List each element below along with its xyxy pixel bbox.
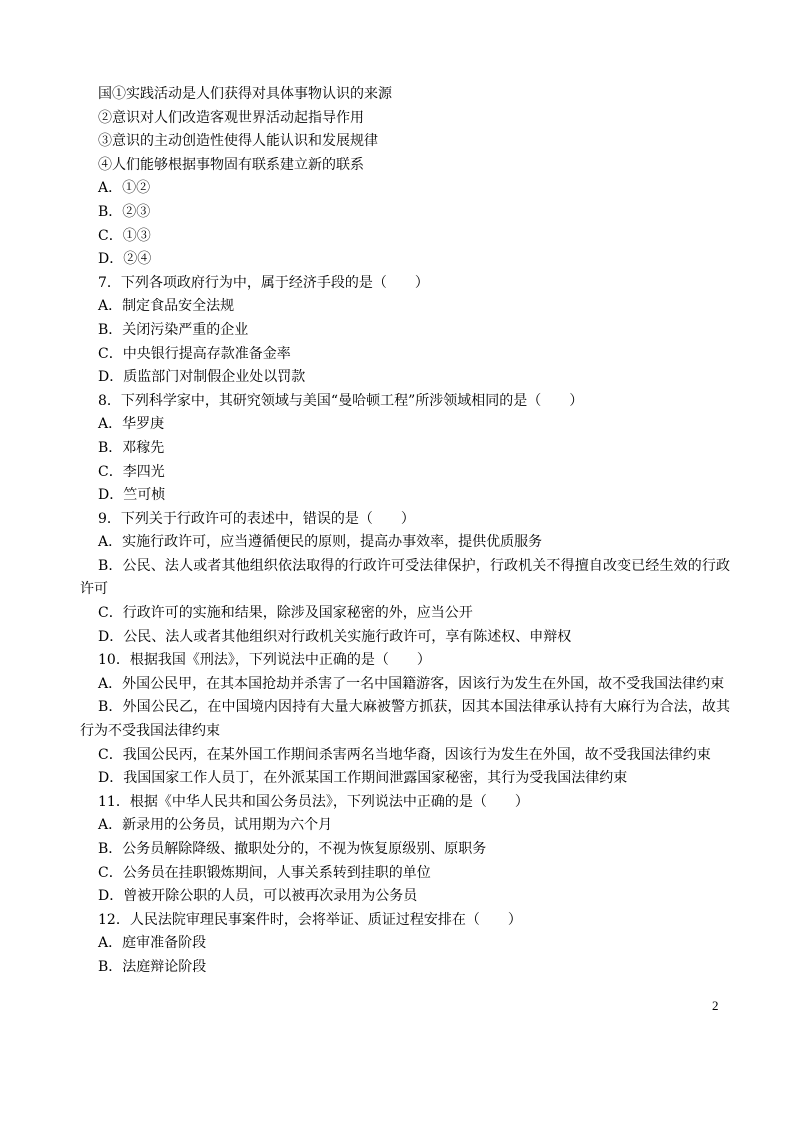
question-7: 7．下列各项政府行为中，属于经济手段的是（ ）	[98, 274, 429, 291]
q10-option-d: D．我国国家工作人员丁，在外派某国工作期间泄露国家秘密，其行为受我国法律约束	[98, 770, 628, 787]
statement-3: ③意识的主动创造性使得人能认识和发展规律	[98, 133, 378, 150]
q10-option-c: C．我国公民丙，在某外国工作期间杀害两名当地华裔，因该行为发生在外国，故不受我国法律约束	[98, 746, 711, 763]
q8-option-c: C．李四光	[98, 463, 165, 480]
q11-option-d: D．曾被开除公职的人员，可以被再次录用为公务员	[98, 888, 418, 905]
q8-option-b: B．邓稼先	[98, 439, 165, 456]
statement-1: 国①实践活动是人们获得对具体事物认识的来源	[98, 86, 392, 102]
q11-option-c: C．公务员在挂职锻炼期间，人事关系转到挂职的单位	[98, 864, 431, 881]
q12-option-b: B．法庭辩论阶段	[98, 958, 207, 975]
q9-option-a: A．实施行政许可，应当遵循便民的原则，提高办事效率，提供优质服务	[98, 534, 543, 551]
question-11: 11．根据《中华人民共和国公务员法》，下列说法中正确的是（ ）	[98, 793, 529, 810]
q11-option-a: A．新录用的公务员，试用期为六个月	[98, 817, 333, 834]
q9-option-d: D．公民、法人或者其他组织对行政机关实施行政许可，享有陈述权、申辩权	[98, 628, 572, 645]
question-10: 10．根据我国《刑法》，下列说法中正确的是（ ）	[98, 652, 431, 669]
page-number: 2	[712, 998, 719, 1013]
q9-option-b: B．公民、法人或者其他组织依法取得的行政许可受法律保护，行政机关不得擅自改变已经生效的行政许可	[80, 557, 730, 598]
q6-option-d: D．②④	[98, 251, 152, 268]
q8-option-a: A．华罗庚	[98, 416, 165, 433]
question-9: 9．下列关于行政许可的表述中，错误的是（ ）	[98, 510, 415, 527]
q9-option-c: C．行政许可的实施和结果，除涉及国家秘密的外，应当公开	[98, 605, 473, 622]
question-12: 12．人民法院审理民事案件时，会将举证、质证过程安排在（ ）	[98, 911, 522, 928]
statement-4: ④人们能够根据事物固有联系建立新的联系	[98, 156, 364, 173]
q8-option-d: D．竺可桢	[98, 487, 166, 504]
statement-2: ②意识对人们改造客观世界活动起指导作用	[98, 109, 364, 126]
q6-option-a: A．①②	[98, 180, 151, 197]
q7-option-c: C．中央银行提高存款准备金率	[98, 345, 291, 362]
q6-option-b: B．②③	[98, 203, 151, 220]
question-content	[80, 83, 730, 980]
q10-option-a: A．外国公民甲，在其本国抢劫并杀害了一名中国籍游客，因该行为发生在外国，故不受我国法律约束	[98, 675, 725, 692]
q7-option-d: D．质监部门对制假企业处以罚款	[98, 369, 306, 386]
q7-option-b: B．关闭污染严重的企业	[98, 321, 249, 338]
q6-option-c: C．①③	[98, 227, 151, 244]
question-8: 8．下列科学家中，其研究领域与美国“曼哈顿工程”所涉领域相同的是（ ）	[98, 392, 584, 409]
q10-option-b: B．外国公民乙，在中国境内因持有大量大麻被警方抓获，因其本国法律承认持有大麻行为合法，故其行为不受我国法律约束	[80, 699, 730, 740]
q7-option-a: A．制定食品安全法规	[98, 298, 235, 315]
q12-option-a: A．庭审准备阶段	[98, 935, 207, 952]
q11-option-b: B．公务员解除降级、撤职处分的，不视为恢复原级别、原职务	[98, 841, 487, 857]
